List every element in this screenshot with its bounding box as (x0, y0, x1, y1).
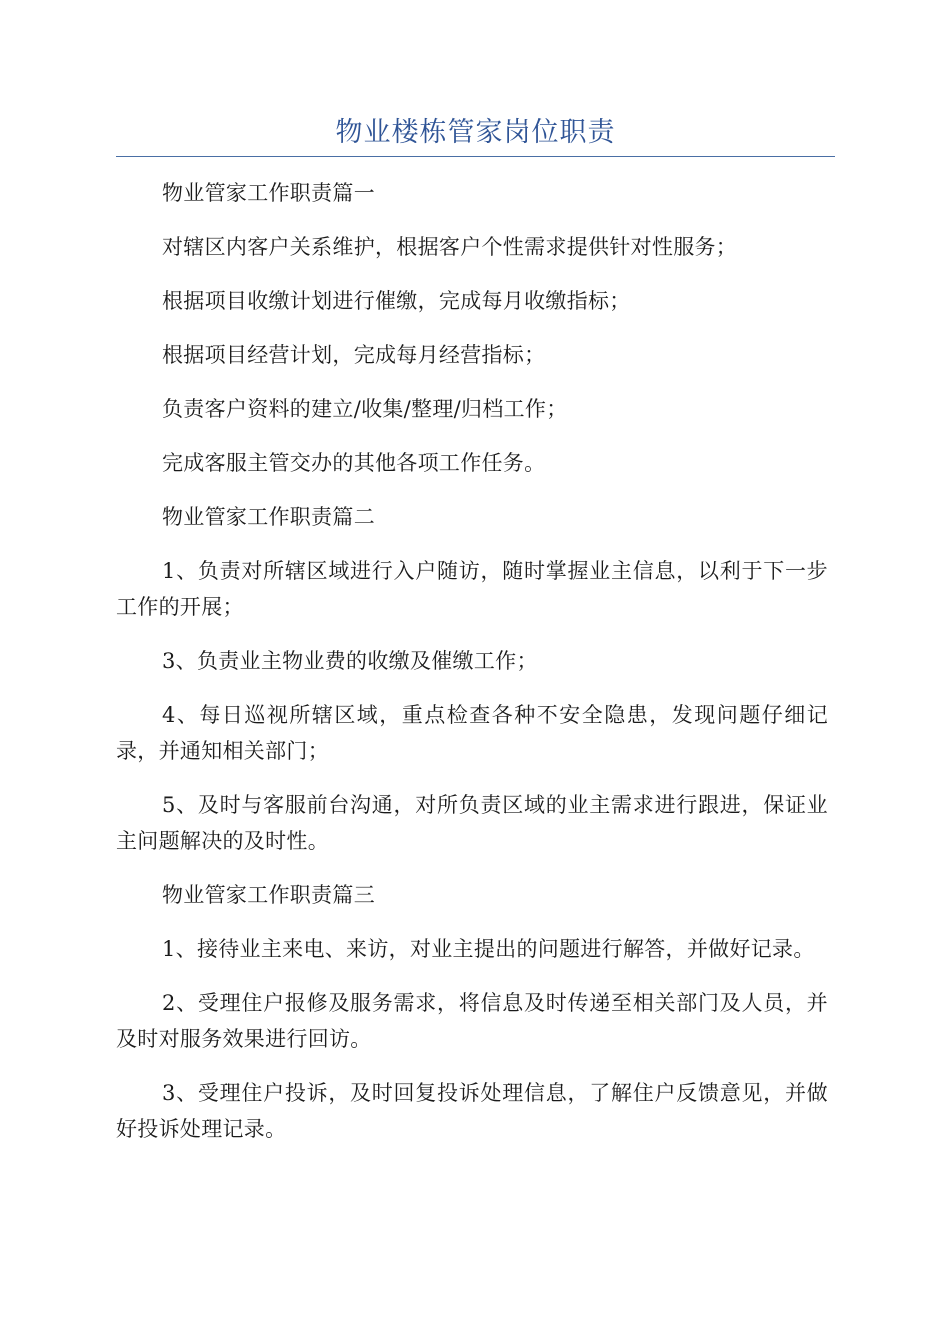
paragraph: 3、负责业主物业费的收缴及催缴工作； (162, 649, 538, 673)
paragraph: 负责客户资料的建立/收集/整理/归档工作； (162, 397, 568, 421)
paragraph: 1、接待业主来电、来访，对业主提出的问题进行解答，并做好记录。 (162, 937, 815, 961)
paragraph: 3、受理住户投诉，及时回复投诉处理信息，了解住户反馈意见，并做好投诉处理记录。 (116, 1081, 828, 1141)
document-title: 物业楼栋管家岗位职责 (335, 117, 616, 148)
title-block (116, 110, 835, 157)
section-heading-2: 物业管家工作职责篇二 (162, 505, 375, 529)
section-heading-1: 物业管家工作职责篇一 (162, 181, 375, 205)
section-heading-3: 物业管家工作职责篇三 (162, 883, 375, 907)
paragraph: 根据项目经营计划，完成每月经营指标； (162, 343, 546, 367)
paragraph: 完成客服主管交办的其他各项工作任务。 (162, 451, 546, 475)
paragraph: 2、受理住户报修及服务需求，将信息及时传递至相关部门及人员，并及时对服务效果进行回访。 (116, 991, 828, 1051)
paragraph: 5、及时与客服前台沟通，对所负责区域的业主需求进行跟进，保证业主问题解决的及时性。 (116, 793, 828, 853)
paragraph: 4、每日巡视所辖区域，重点检查各种不安全隐患，发现问题仔细记录，并通知相关部门； (116, 703, 828, 763)
document-body (116, 175, 828, 1165)
paragraph: 1、负责对所辖区域进行入户随访，随时掌握业主信息，以利于下一步工作的开展； (116, 559, 828, 619)
paragraph: 根据项目收缴计划进行催缴，完成每月收缴指标； (162, 289, 631, 313)
paragraph: 对辖区内客户关系维护，根据客户个性需求提供针对性服务； (162, 235, 738, 259)
